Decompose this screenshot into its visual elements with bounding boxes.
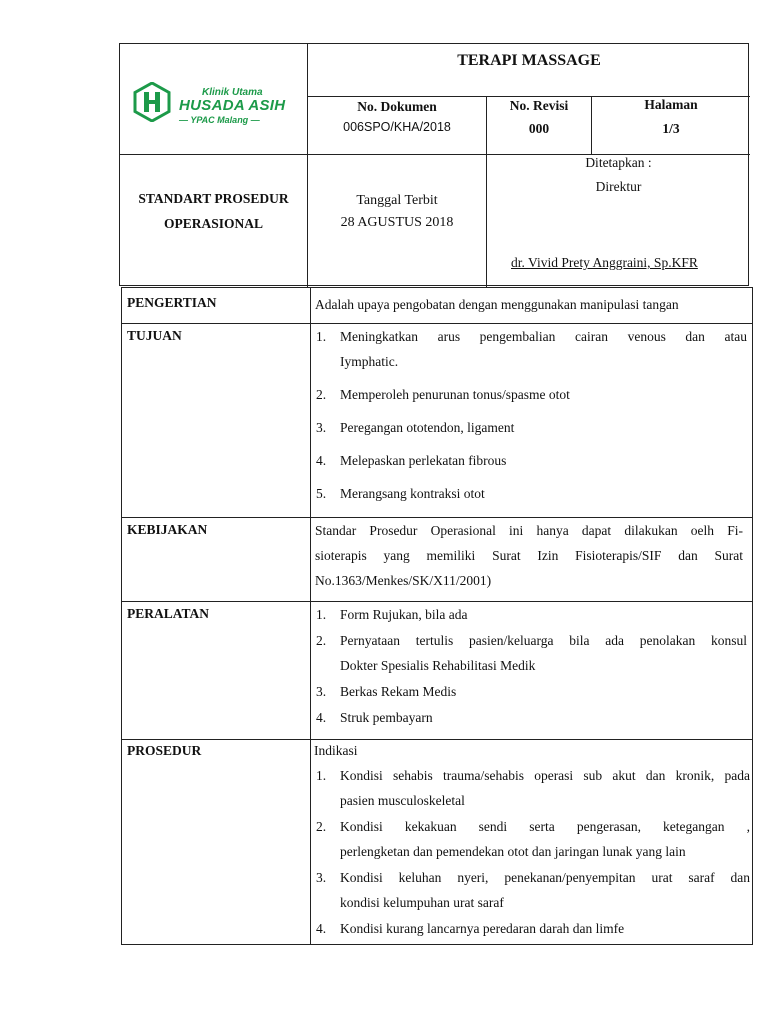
- tanggal-terbit-value: 28 AGUSTUS 2018: [340, 215, 454, 230]
- list-item: 4. Struk pembayarn: [316, 710, 433, 725]
- halaman-value: 1/3: [662, 121, 680, 136]
- no-revisi-label: No. Revisi: [509, 98, 569, 113]
- sop-heading: [120, 186, 307, 236]
- tanggal-terbit-label: Tanggal Terbit: [356, 193, 438, 208]
- ditetapkan-label: Ditetapkan :: [585, 155, 652, 170]
- kebijakan-text: Standar Prosedur Operasional ini hanya dapat dilakukan oelh Fi- sioterapis yang memiliki Surat Izin Fisioterapis/SIF dan Surat No.1363/Menkes/SK/X11/2001): [315, 523, 743, 588]
- list-item: 1. Meningkatkan arus pengembalian cairan venous dan atau Iymphatic.: [316, 329, 747, 369]
- prosedur-text: [314, 738, 750, 941]
- list-item: 1. Kondisi sehabis trauma/sehabis operasi sub akut dan kronik, pada pasien musculoskeletal: [316, 768, 750, 808]
- divider: [310, 288, 311, 944]
- logo-top-text: Klinik Utama: [202, 87, 263, 98]
- list-item: 1. Form Rujukan, bila ada: [316, 607, 468, 622]
- prosedur-intro: Indikasi: [314, 743, 358, 758]
- logo-clinic-name: HUSADA ASIH: [179, 97, 286, 114]
- tujuan-list: [314, 324, 747, 506]
- pengertian-label: PENGERTIAN: [127, 295, 217, 310]
- peralatan-list: [314, 602, 747, 730]
- sop-line-2: OPERASIONAL: [163, 216, 263, 231]
- list-item: 3. Berkas Rekam Medis: [316, 684, 457, 699]
- no-dokumen-value: 006SPO/KHA/2018: [343, 120, 451, 134]
- list-item: 3. Kondisi keluhan nyeri, penekanan/penyempitan urat saraf dan kondisi kelumpuhan urat saraf: [316, 870, 750, 910]
- document-header: [119, 43, 749, 286]
- no-dokumen-label: No. Dokumen: [357, 99, 437, 114]
- document-title: TERAPI MASSAGE: [457, 52, 601, 69]
- pengertian-text: Adalah upaya pengobatan dengan menggunakan manipulasi tangan: [315, 297, 679, 312]
- halaman-label: Halaman: [644, 97, 698, 112]
- peralatan-label: PERALATAN: [127, 606, 210, 621]
- logo-subtitle: — YPAC Malang —: [179, 115, 260, 125]
- direktur-label: Direktur: [595, 179, 642, 194]
- sop-line-1: STANDART PROSEDUR: [138, 191, 289, 206]
- list-item: 4. Melepaskan perlekatan fibrous: [316, 453, 507, 468]
- clinic-logo: [132, 82, 297, 126]
- list-item: 2. Pernyataan tertulis pasien/keluarga bila ada penolakan konsul Dokter Spesialis Rehabilitasi Medik: [316, 633, 747, 673]
- sop-content-table: [121, 287, 753, 945]
- list-item: 4. Kondisi kurang lancarnya peredaran darah dan limfe: [316, 921, 625, 936]
- list-item: 3. Peregangan ototendon, ligament: [316, 420, 515, 435]
- list-item: 2. Memperoleh penurunan tonus/spasme otot: [316, 387, 570, 402]
- list-item: 2. Kondisi kekakuan sendi serta pengerasan, ketegangan , perlengketan dan pemendekan otot dan jaringan lunak yang lain: [316, 819, 750, 859]
- no-revisi-value: 000: [528, 121, 550, 136]
- tanggal-terbit: [308, 190, 486, 234]
- kebijakan-label: KEBIJAKAN: [127, 522, 208, 537]
- tujuan-label: TUJUAN: [127, 328, 182, 343]
- hospital-cross-icon: [132, 82, 172, 122]
- prosedur-label: PROSEDUR: [127, 743, 202, 758]
- signatory-name: dr. Vivid Prety Anggraini, Sp.KFR: [511, 255, 698, 270]
- list-item: 5. Merangsang kontraksi otot: [316, 486, 485, 501]
